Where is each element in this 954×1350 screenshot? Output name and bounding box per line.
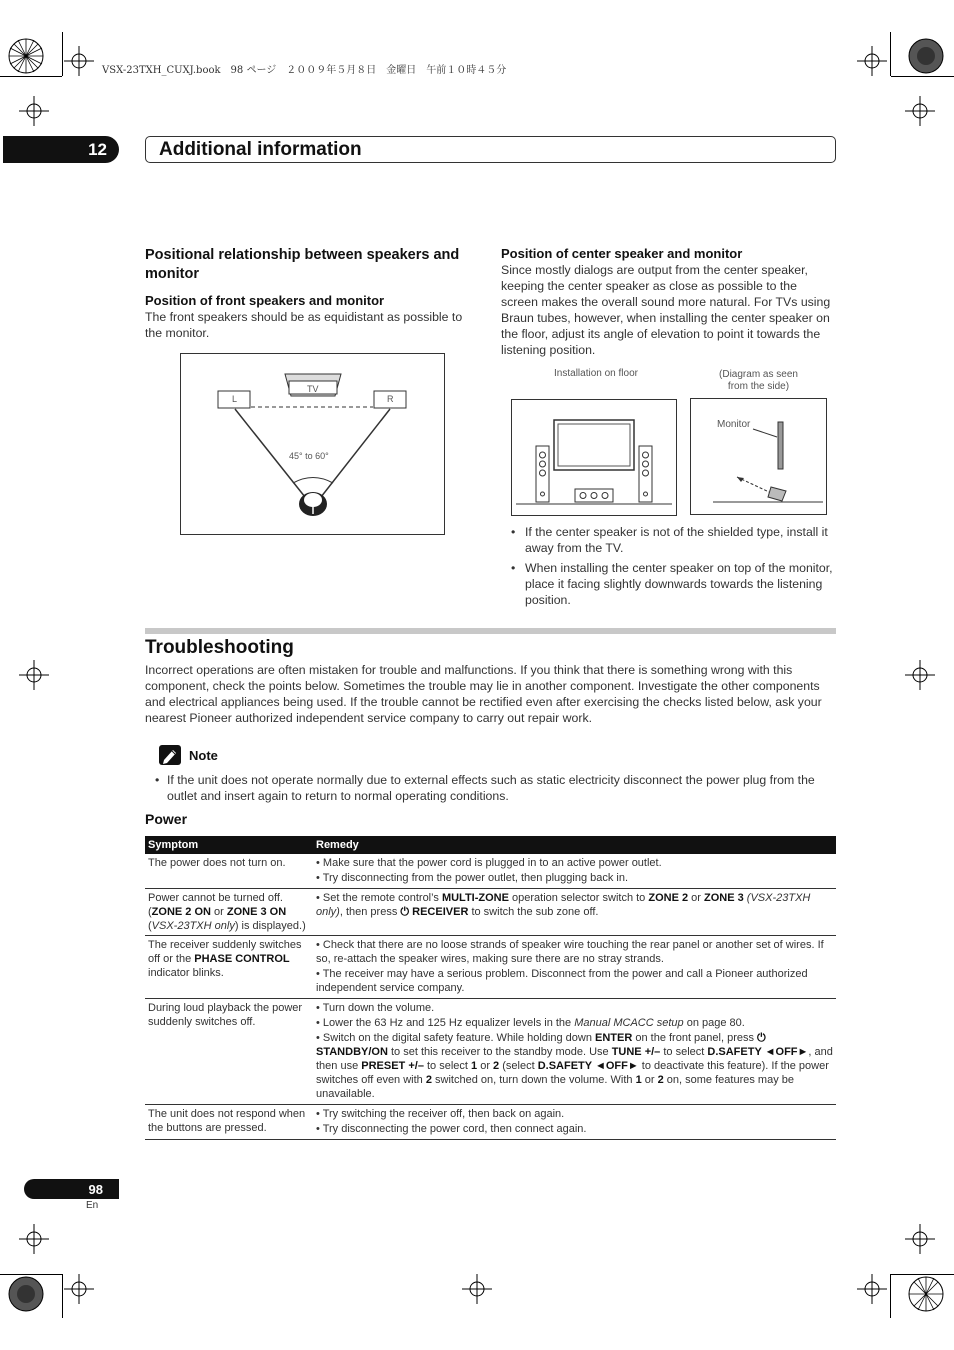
remedy-item: • Try disconnecting the power cord, then connect again. [316,1123,587,1135]
remedy-cell [313,936,836,999]
center-speaker-text: Since mostly dialogs are output from the center speaker, keeping the center speaker as close as possible to the screen makes the overall sound more natural. For TVs using Braun tubes, however, when installing the center speaker on the floor, adjust its angle of elevation to point it towards the listening position. [501,263,831,357]
symptom-cell [145,936,313,999]
power-heading: Power [145,811,188,827]
remedy-cell [313,999,836,1105]
remedy-item: • Make sure that the power cord is plugged in to an active power outlet. [316,857,662,869]
crosshair-mark [64,1274,94,1304]
multi-zone-switch-label: MULTI-ZONE [441,892,509,904]
remedy-text: operation selector switch to [508,892,649,904]
crop-line [891,1274,954,1275]
remedy-text: or [477,1060,494,1072]
crosshair-mark [64,46,94,76]
remedy-item: • Try switching the receiver off, then back on again. [316,1108,565,1120]
symptom-text: ) is displayed.) [234,920,306,932]
symptom-text: indicator blinks. [148,967,224,979]
remedy-text: • Set the remote control’s [316,892,442,904]
manual-mcacc-reference: Manual MCACC setup [574,1017,684,1029]
symptom-cell: Power cannot be turned off. (ZONE 2 ON or ZONE 3 ON (VSX-23TXH only) is displayed.) [145,889,313,936]
crop-line [0,1274,62,1275]
power-troubleshooting-table [145,836,836,1140]
crosshair-mark [857,1274,887,1304]
symptom-text: or [210,906,227,918]
list-item: • When installing the center speaker on top of the monitor, place it facing slightly downwards towards the listening position. [511,561,833,607]
side-caption-line: from the side) [727,381,790,392]
remedy-text: • Switch on the digital safety feature. While holding down [316,1032,596,1044]
remedy-item: • Try disconnecting from the power outlet, then plugging back in. [316,872,629,884]
setting-value: 2 [493,1060,500,1072]
crosshair-mark [462,1274,492,1304]
remedy-text: to deactivate this feature). If the power switches off even with [316,1060,829,1086]
list-item: • If the unit does not operate normally due to external effects such as static electricity disconnect the power plug from the outlet and insert again to return to normal operating conditions. [155,773,815,803]
note-label: Note [189,748,218,763]
remedy-text: to switch the sub zone off. [468,906,599,918]
remedy-text: • Lower the 63 Hz and 125 Hz equalizer levels in the [316,1017,575,1029]
tune-button-label: TUNE +/– [611,1046,661,1058]
remedy-text: , and then use [316,1046,833,1072]
remedy-text: on the front panel, press [632,1032,758,1044]
remedy-text: on, some features may be unavailable. [316,1074,794,1100]
note-list [145,772,837,808]
positional-heading: Positional relationship between speakers and monitor [145,247,460,282]
tv-label: TV [307,384,319,394]
remedy-column-header: Remedy [313,836,836,854]
center-speaker-bullets [501,524,837,612]
chapter-title: Additional information [145,136,836,163]
zone2-label: ZONE 2 [648,892,689,904]
print-header: VSX-23TXH_CUXJ.book 98 ページ ２００９年５月８日 金曜日 午前１０時４５分 [102,65,507,76]
remedy-cell [313,854,836,889]
crop-line [890,32,891,76]
crop-line [62,1274,63,1318]
model-note: VSX-23TXH only [151,920,235,932]
remedy-text: to select [660,1046,708,1058]
front-speaker-diagram [180,353,445,535]
remedy-text: switched on, turn down the volume. With [431,1074,636,1086]
note-text: If the unit does not operate normally due to external effects such as static electricity disconnect the power plug from the outlet and insert again to return to normal operating conditions. [167,773,815,803]
list-item-text: When installing the center speaker on top of the monitor, place it facing slightly downwards towards the listening position. [525,561,833,607]
display-zone2-on: ZONE 2 ON [151,906,211,918]
floor-caption: Installation on floor [554,368,638,379]
side-caption-line: (Diagram as seen [719,369,798,380]
dsafety-label: D.SAFETY ◄OFF► [707,1046,809,1058]
monitor-label: Monitor [717,419,751,430]
enter-button-label: ENTER [595,1032,633,1044]
left-speaker-label: L [232,394,238,404]
receiver-button-label: ⏻ RECEIVER [400,906,469,918]
crosshair-mark [905,96,935,126]
remedy-text: to set this receiver to the standby mode. Use [387,1046,612,1058]
crosshair-mark [19,660,49,690]
standby-button-label: ⏻ STANDBY/ON [316,1032,766,1058]
remedy-item: • Turn down the volume. [316,1002,435,1014]
crosshair-mark [857,46,887,76]
remedy-cell [313,889,836,936]
table-row [145,936,836,999]
setting-value: 2 [425,1074,432,1086]
zone3-label: ZONE 3 [704,892,744,904]
center-speaker-heading: Position of center speaker and monitor [501,246,743,261]
remedy-item: • Check that there are no loose strands of speaker wire touching the rear panel or another set of wires. If so, re-attach the speaker wires, making sure there are no stray strands. [316,939,824,965]
list-item: • If the center speaker is not of the shielded type, install it away from the TV. [511,525,828,555]
crop-line [0,76,62,77]
side-view-diagram [690,398,827,515]
remedy-item [316,1016,833,1030]
setting-value: 2 [657,1074,664,1086]
dsafety-label: D.SAFETY ◄OFF► [537,1060,639,1072]
setting-value: 1 [635,1074,642,1086]
table-row [145,999,836,1105]
table-header-row [145,836,836,854]
page-number: 98 [24,1179,119,1199]
symptom-text: Power cannot be turned off. ( [148,892,283,918]
remedy-text: , then press [339,906,401,918]
setting-value: 1 [471,1060,478,1072]
remedy-text: on page 80. [683,1017,745,1029]
symptom-cell: During loud playback the power suddenly switches off. [145,999,313,1105]
table-row [145,889,836,936]
registration-mark [906,36,946,76]
chapter-number: 12 [3,136,119,163]
symptom-column-header: Symptom [145,836,313,854]
troubleshooting-heading: Troubleshooting [145,637,294,658]
front-speakers-text: The front speakers should be as equidistant as possible to the monitor. [145,310,463,340]
troubleshooting-intro: Incorrect operations are often mistaken for trouble and malfunctions. If you think that there is something wrong with this component, check the points below. Sometimes the trouble may lie in another component. Investigate the other components and electrical appliances being used. If the trouble cannot be rectified even after exercising the checks listed below, ask your nearest Pioneer authorized independent service company to carry out repair work. [145,663,822,725]
table-row [145,1105,836,1140]
side-caption [690,369,827,393]
registration-mark [906,1274,946,1314]
registration-mark [6,36,46,76]
crosshair-mark [19,96,49,126]
crosshair-mark [905,1224,935,1254]
registration-mark [6,1274,46,1314]
display-zone3-on: ZONE 3 ON [226,906,287,918]
angle-label: 45° to 60° [289,451,329,461]
floor-installation-diagram [511,399,677,516]
crop-line [890,1274,891,1318]
crop-line [62,32,63,76]
remedy-text: or [688,892,704,904]
preset-button-label: PRESET +/– [361,1060,424,1072]
symptom-text: The receiver suddenly switches off or the [148,939,302,965]
symptom-cell: The power does not turn on. [145,854,313,889]
remedy-item [316,1031,833,1101]
crop-line [891,76,954,77]
page-language: En [86,1200,99,1211]
front-speakers-heading: Position of front speakers and monitor [145,293,385,308]
note-pencil-icon [159,745,181,765]
crosshair-mark [905,660,935,690]
remedy-item: • The receiver may have a serious problem. Disconnect from the power and call a Pioneer authorized independent service company. [316,968,808,994]
remedy-cell [313,1105,836,1140]
remedy-text: to select [423,1060,472,1072]
remedy-text: or [641,1074,658,1086]
crosshair-mark [19,1224,49,1254]
symptom-cell: The unit does not respond when the buttons are pressed. [145,1105,313,1140]
right-speaker-label: R [387,394,394,404]
model-note: (VSX-23TXH only) [316,892,811,918]
section-divider [145,628,836,634]
phase-control-label: PHASE CONTROL [194,953,290,965]
table-row [145,854,836,889]
remedy-text: (select [499,1060,538,1072]
list-item-text: If the center speaker is not of the shielded type, install it away from the TV. [525,525,828,555]
